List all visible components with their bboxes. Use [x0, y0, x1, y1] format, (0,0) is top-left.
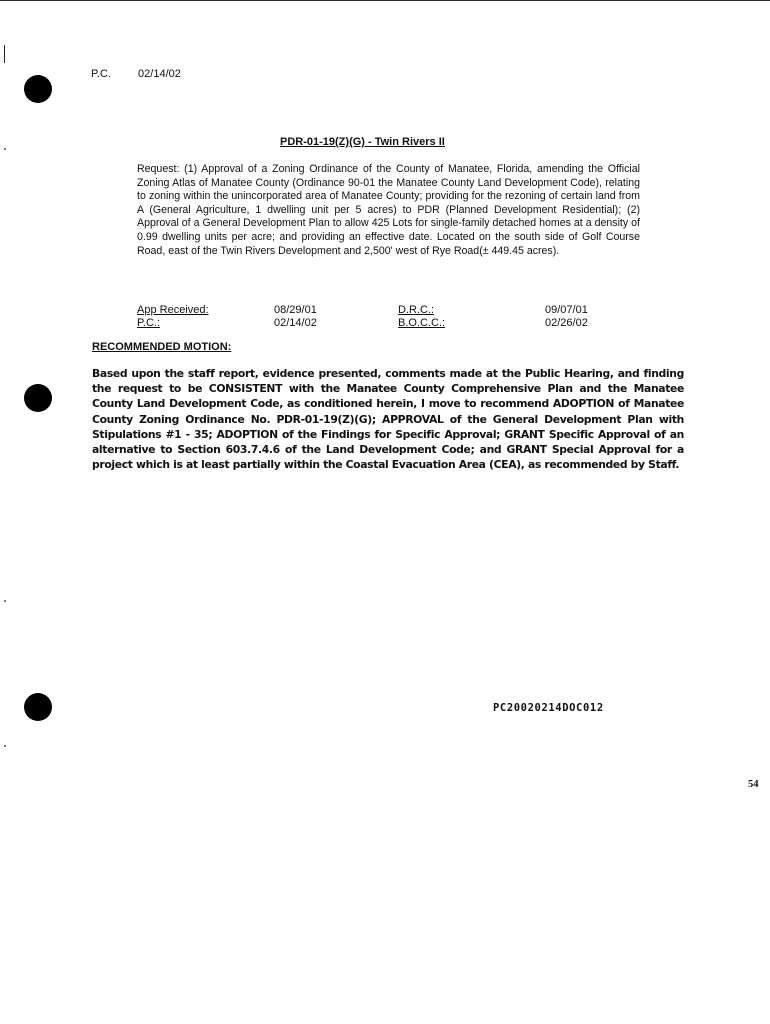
drc-value: 09/07/01 — [545, 304, 588, 316]
recommended-motion-heading: RECOMMENDED MOTION: — [92, 341, 232, 353]
recommended-motion-text: Based upon the staff report, evidence presented, comments made at the Public Hearing, and finding the request to be CONSISTENT with the Manatee County Comprehensive Plan and the Manatee County Land Development Code, as conditioned herein, I move to recommend ADOPTION of Manatee County Zoning Ordinance No. PDR-01-19(Z)(G); APPROVAL of the General Development Plan with Stipulations #1 - 35; ADOPTION of the Findings for Specific Approval; GRANT Specific Approval of an alternative to Section 603.7.4.6 of the Land Development Code; and GRANT Special Approval for a project which is at least partially within the Coastal Evacuation Area (CEA), as recommended by Staff. — [92, 367, 684, 472]
header-date: 02/14/02 — [138, 68, 181, 80]
app-received-value: 08/29/01 — [274, 304, 317, 316]
scan-speck — [4, 745, 6, 747]
document-title: PDR-01-19(Z)(G) - Twin Rivers II — [280, 136, 445, 148]
scan-edge-mark — [4, 45, 5, 63]
request-paragraph: Request: (1) Approval of a Zoning Ordinance of the County of Manatee, Florida, amending the Official Zoning Atlas of Manatee County (Ordinance 90-01 the Manatee County Land Development Code), relating to zoning within the unincorporated area of Manatee County; providing for the rezoning of certain land from A (General Agriculture, 1 dwelling unit per 5 acres) to PDR (Planned Development Residential); (2) Approval of a General Development Plan to allow 425 Lots for single-family detached homes at a density of 0.99 dwelling units per acre; and providing an effective date. Located on the south side of Golf Course Road, east of the Twin Rivers Development and 2,500' west of Rye Road(± 449.45 acres). — [137, 163, 640, 257]
bocc-label: B.O.C.C.: — [398, 317, 446, 329]
document-code: PC20020214DOC012 — [493, 702, 604, 714]
page-number: 54 — [748, 779, 759, 790]
scan-speck — [4, 600, 6, 602]
punch-hole-bottom — [24, 693, 52, 721]
punch-hole-top — [24, 75, 52, 103]
app-received-label: App Received: — [137, 304, 209, 316]
scan-top-edge — [0, 0, 770, 1]
bocc-value: 02/26/02 — [545, 317, 588, 329]
page-header — [91, 68, 181, 80]
header-label: P.C. — [91, 68, 111, 80]
scan-speck — [4, 148, 6, 150]
drc-label: D.R.C.: — [398, 304, 435, 316]
pc-label: P.C.: — [137, 317, 161, 329]
punch-hole-middle — [24, 384, 52, 412]
pc-value: 02/14/02 — [274, 317, 317, 329]
